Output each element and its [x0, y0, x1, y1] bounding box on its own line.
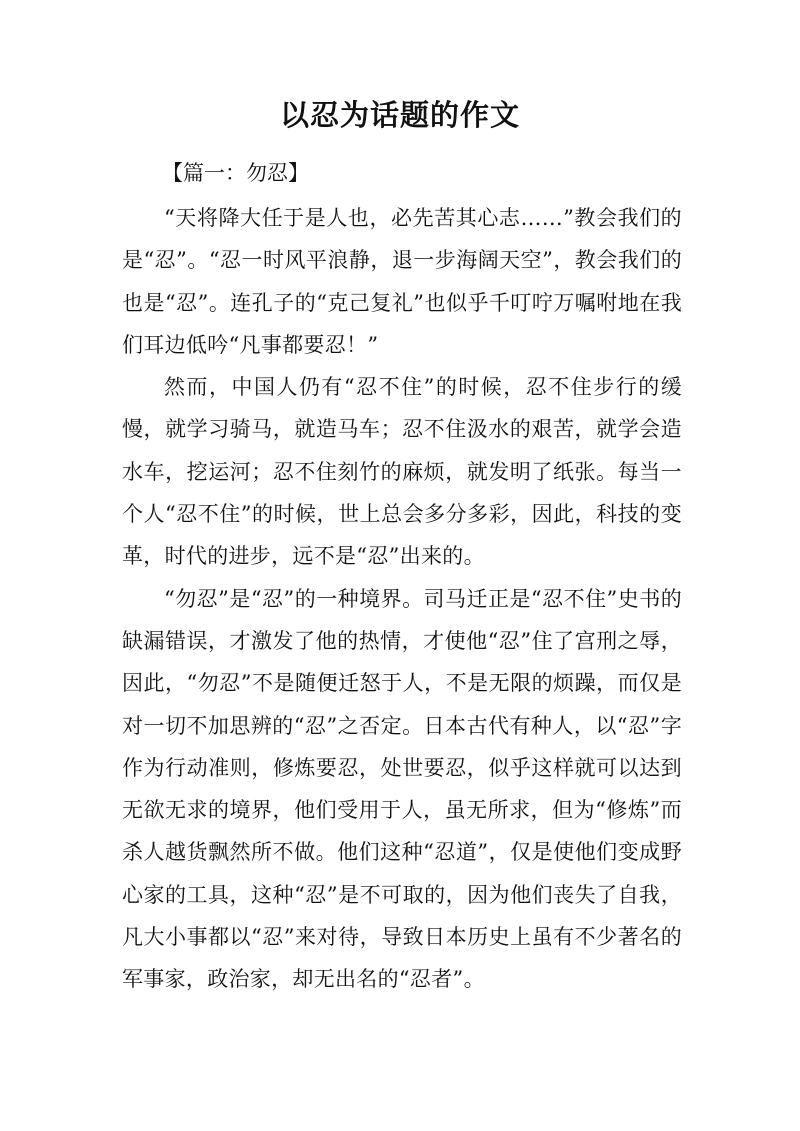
paragraph: 然而，中国人仍有“忍不住”的时候，忍不住步行的缓慢，就学习骑马，就造马车；忍不住汲水的艰苦，就学会造水车，挖运河；忍不住刻竹的麻烦，就发明了纸张。每当一个人“忍不住”的时候，世上总会多分多彩，因此，科技的变革，时代的进步，远不是“忍”出来的。: [122, 375, 682, 569]
document-body: [122, 197, 682, 1001]
paragraph: “勿忍”是“忍”的一种境界。司马迁正是“忍不住”史书的缺漏错误，才激发了他的热情，才使他“忍”住了宫刑之辱，因此，“勿忍”不是随便迁怒于人，不是无限的烦躁，而仅是对一切不加思辨的“忍”之否定。日本古代有种人，以“忍”字作为行动准则，修炼要忍，处世要忍，似乎这样就可以达到无欲无求的境界，他们受用于人，虽无所求，但为“修炼”而杀人越货飘然所不做。他们这种“忍道”，仅是使他们变成野心家的工具，这种“忍”是不可取的，因为他们丧失了自我，凡大小事都以“忍”来对待，导致日本历史上虽有不少著名的军事家，政治家，却无出名的“忍者”。: [122, 586, 682, 992]
section-heading: 【篇一：勿忍】: [162, 161, 309, 185]
document-title: 以忍为话题的作文: [279, 98, 520, 132]
paragraph: “天将降大任于是人也，必先苦其心志……”教会我们的是“忍”。“忍一时风平浪静，退一步海阔天空”，教会我们的也是“忍”。连孔子的“克己复礼”也似乎千叮咛万嘱咐地在我们耳边低吟“凡事都要忍！”: [122, 206, 682, 357]
